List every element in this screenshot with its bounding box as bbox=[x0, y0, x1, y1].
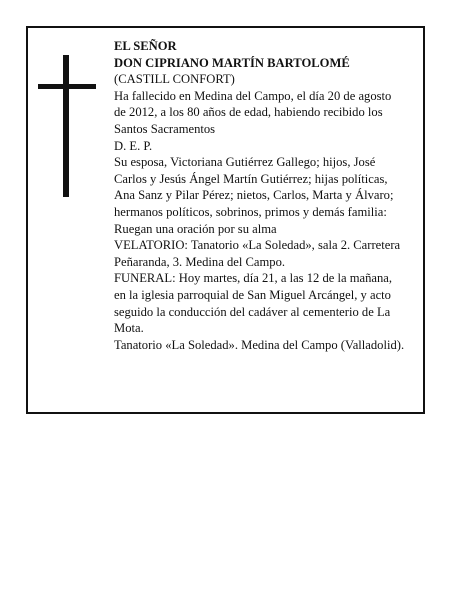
funeral-line: FUNERAL: Hoy martes, día 21, a las 12 de la mañana, bbox=[114, 271, 393, 286]
funeral-line: Mota. bbox=[114, 321, 144, 336]
death-line: Ha fallecido en Medina del Campo, el día 20 de agosto bbox=[114, 88, 392, 103]
wake-line: Peñaranda, 3. Medina del Campo. bbox=[114, 254, 286, 269]
death-line: de 2012, a los 80 años de edad, habiendo recibido los bbox=[114, 105, 383, 120]
funeral-line: seguido la conducción del cadáver al cementerio de La bbox=[114, 304, 391, 319]
funeral-line: en la iglesia parroquial de San Miguel Arcángel, y acto bbox=[114, 287, 391, 302]
family-line: Carlos y Jesús Ángel Martín Gutiérrez; hijas políticas, bbox=[114, 171, 388, 186]
cross-horizontal-bar bbox=[38, 84, 96, 89]
rip-text: D. E. P. bbox=[114, 138, 153, 153]
family-line: Su esposa, Victoriana Gutiérrez Gallego; hijos, José bbox=[114, 155, 376, 170]
heading-title: EL SEÑOR bbox=[114, 39, 177, 53]
wake-line: VELATORIO: Tanatorio «La Soledad», sala 2. Carretera bbox=[114, 238, 401, 253]
footer-text: Tanatorio «La Soledad». Medina del Campo (Valladolid). bbox=[114, 337, 405, 352]
death-line: Santos Sacramentos bbox=[114, 121, 216, 136]
deceased-name: DON CIPRIANO MARTÍN BARTOLOMÉ bbox=[114, 55, 350, 70]
family-line: Ana Sanz y Pilar Pérez; nietos, Carlos, Marta y Álvaro; bbox=[114, 188, 394, 203]
deceased-alias: (CASTILL CONFORT) bbox=[114, 72, 235, 87]
cross-vertical-bar bbox=[63, 55, 69, 197]
family-line: hermanos políticos, sobrinos, primos y demás familia: bbox=[114, 204, 387, 219]
family-line: Ruegan una oración por su alma bbox=[114, 221, 277, 236]
obituary-text bbox=[114, 38, 432, 353]
